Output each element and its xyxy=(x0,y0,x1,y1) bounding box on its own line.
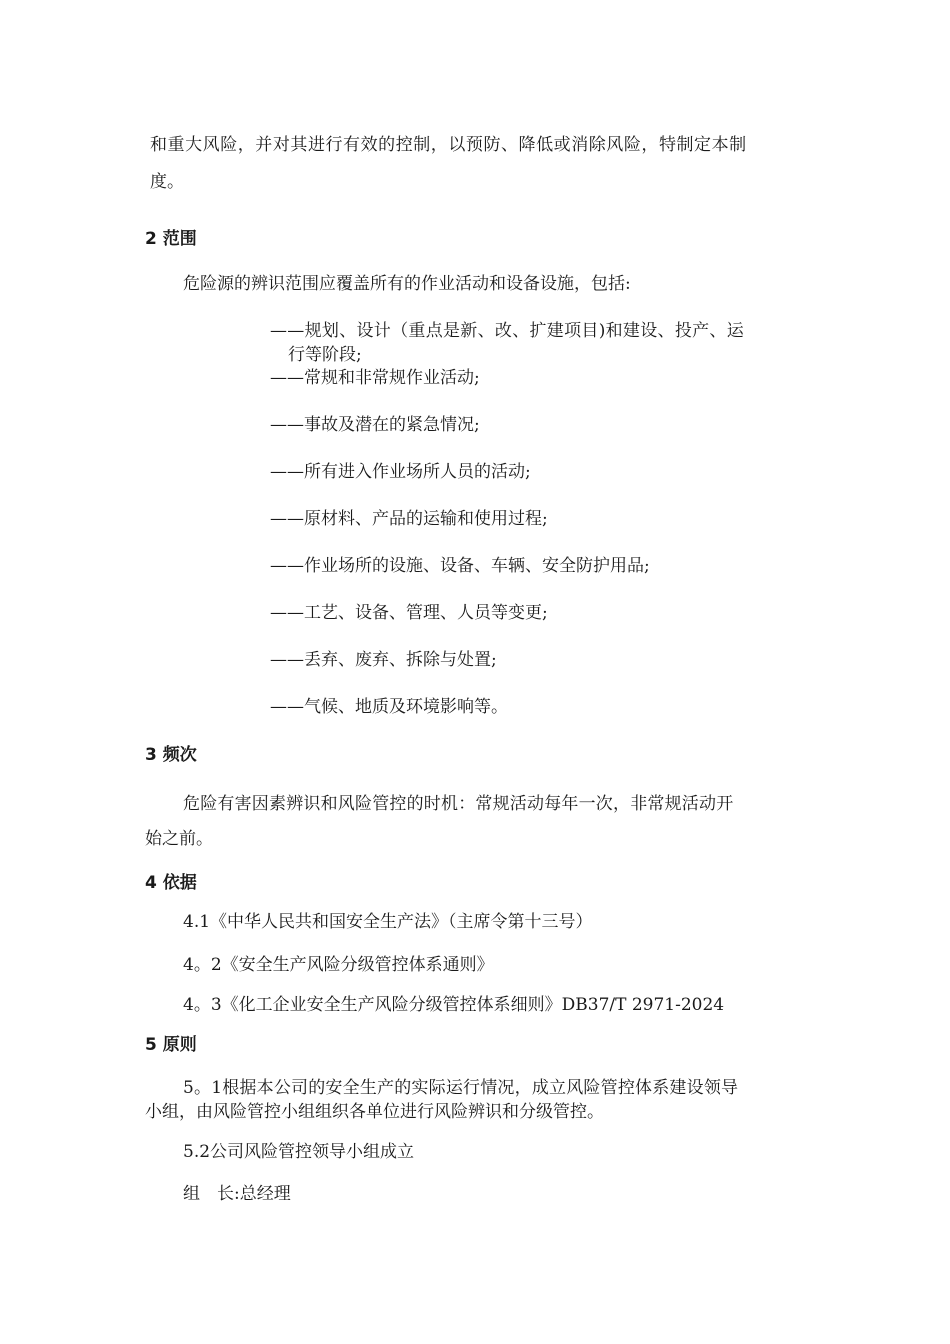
intro-line-1: 和重大风险，并对其进行有效的控制，以预防、降低或消除风险，特制定本制 xyxy=(150,135,747,155)
scope-item: ——工艺、设备、管理、人员等变更; xyxy=(270,603,548,623)
principle-5-1-line-2: 小组，由风险管控小组组织各单位进行风险辨识和分级管控。 xyxy=(145,1102,604,1122)
principle-5-1-line-1: 5。1根据本公司的安全生产的实际运行情况，成立风险管控体系建设领导 xyxy=(183,1078,739,1098)
scope-item: ——所有进入作业场所人员的活动; xyxy=(270,462,531,482)
section-3-line-2: 始之前。 xyxy=(145,829,213,849)
scope-item: ——规划、设计（重点是新、改、扩建项目)和建设、投产、运 xyxy=(270,321,745,341)
intro-line-2: 度。 xyxy=(150,172,184,192)
section-3-heading: 3 频次 xyxy=(145,745,197,765)
scope-item: ——常规和非常规作业活动; xyxy=(270,368,480,388)
basis-item: 4.1《中华人民共和国安全生产法》（主席令第十三号） xyxy=(183,912,593,932)
scope-item: ——事故及潜在的紧急情况; xyxy=(270,415,480,435)
basis-item: 4。2《安全生产风险分级管控体系通则》 xyxy=(183,955,494,975)
team-leader-line: 组 长:总经理 xyxy=(183,1184,291,1204)
section-2-intro: 危险源的辨识范围应覆盖所有的作业活动和设备设施，包括: xyxy=(183,274,631,294)
principle-5-2: 5.2公司风险管控领导小组成立 xyxy=(183,1142,415,1162)
section-4-heading: 4 依据 xyxy=(145,873,197,893)
scope-item-continuation: 行等阶段; xyxy=(288,345,362,365)
scope-item: ——作业场所的设施、设备、车辆、安全防护用品; xyxy=(270,556,650,576)
basis-item: 4。3《化工企业安全生产风险分级管控体系细则》DB37/T 2971-2024 xyxy=(183,995,725,1015)
section-5-heading: 5 原则 xyxy=(145,1035,197,1055)
section-2-heading: 2 范围 xyxy=(145,229,197,249)
scope-item: ——丢弃、废弃、拆除与处置; xyxy=(270,650,497,670)
scope-item: ——原材料、产品的运输和使用过程; xyxy=(270,509,548,529)
scope-item: ——气候、地质及环境影响等。 xyxy=(270,697,508,717)
section-3-line-1: 危险有害因素辨识和风险管控的时机：常规活动每年一次，非常规活动开 xyxy=(183,794,734,814)
